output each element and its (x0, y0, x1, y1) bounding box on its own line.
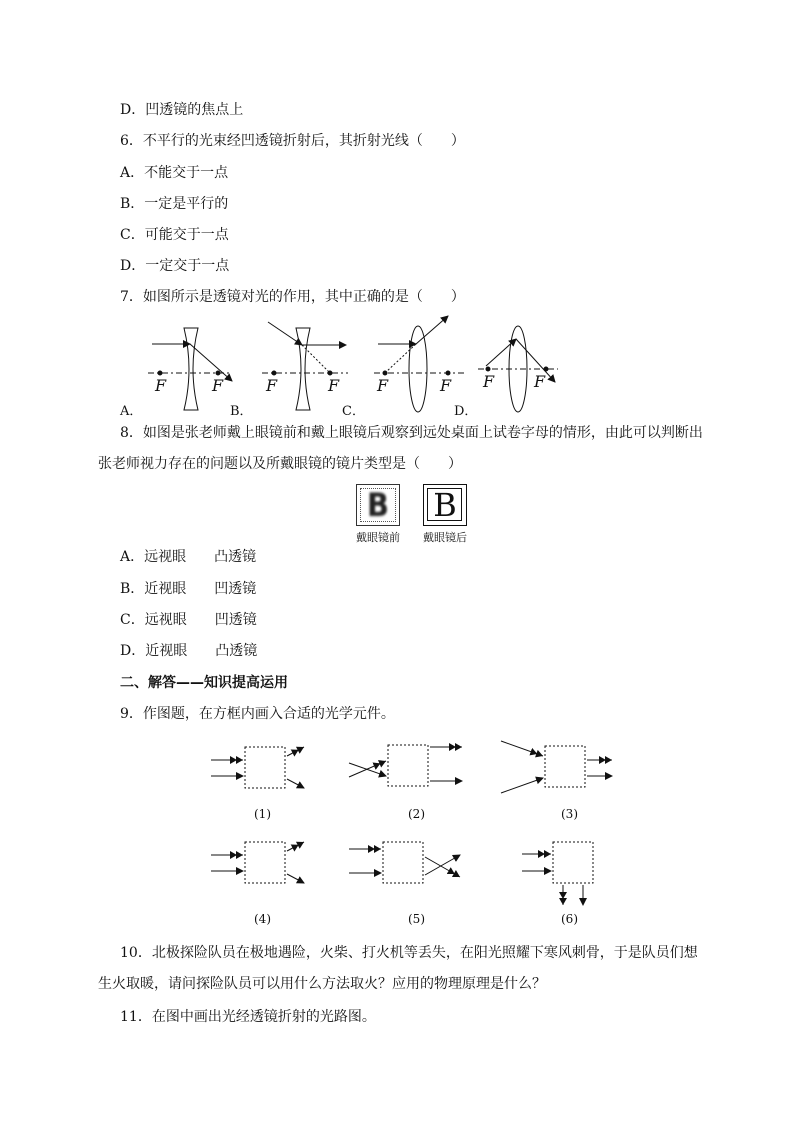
focal-label: F (440, 376, 452, 395)
q9-box-5 (349, 842, 460, 883)
q7-label-c: C． (342, 404, 365, 419)
q6-stem: 6．不平行的光束经凹透镜折射后，其折射光线（ ） (120, 133, 465, 149)
q9-label-3: (3) (561, 807, 578, 821)
q8-option-a: A．远视眼 凸透镜 (120, 549, 257, 565)
q9-box-6 (522, 842, 593, 905)
q6-option-b: B．一定是平行的 (120, 196, 229, 212)
q10-block (98, 938, 708, 1000)
blurred-letter: B (367, 486, 389, 524)
q8-stem: 8．如图是张老师戴上眼镜前和戴上眼镜后观察到远处桌面上试卷字母的情形，由此可以判断出张老师视力存在的问题以及所戴眼镜的镜片类型是（ ） (98, 425, 703, 472)
q7-label-a: A． (120, 404, 143, 419)
q9-box-4 (211, 842, 304, 883)
q9-label-1: (1) (254, 807, 271, 821)
q6-option-c: C．可能交于一点 (120, 227, 229, 243)
q6-option-a: A．不能交于一点 (120, 165, 229, 181)
q11-text: 11．在图中画出光经透镜折射的光路图。 (120, 1009, 376, 1025)
focal-label: F (328, 376, 340, 395)
focal-label: F (212, 376, 224, 395)
q8-option-d: D．近视眼 凸透镜 (120, 643, 258, 659)
caption-after: 戴眼镜后 (423, 531, 467, 544)
q6-option-d: D．一定交于一点 (120, 258, 230, 274)
q7-label-d: D． (454, 404, 478, 419)
q10-text: 10．北极探险队员在极地遇险，火柴、打火机等丢失，在阳光照耀下寒风刺骨，于是队员们想生火取暖，请问探险队员可以用什么方法取火？应用的物理原理是什么？ (98, 945, 698, 992)
q9-box-1 (211, 747, 304, 788)
q9-label-2: (2) (408, 807, 425, 821)
q9-label-5: (5) (408, 912, 425, 926)
q7-label-b: B． (230, 404, 253, 419)
section2-heading: 二、解答——知识提高运用 (120, 675, 288, 691)
focal-label: F (266, 376, 278, 395)
q5-option-d: D．凹透镜的焦点上 (120, 102, 244, 118)
q7-stem: 7．如图所示是透镜对光的作用，其中正确的是（ ） (120, 289, 465, 305)
focal-label: F (377, 376, 389, 395)
q9-stem: 9．作图题，在方框内画入合适的光学元件。 (120, 706, 395, 722)
sharp-letter: B (433, 486, 457, 524)
focal-label: F (155, 376, 167, 395)
focal-label: F (483, 372, 495, 391)
q8-option-b: B．近视眼 凹透镜 (120, 581, 257, 597)
q9-label-4: (4) (254, 912, 271, 926)
q9-label-6: (6) (561, 912, 578, 926)
q9-box-2 (349, 745, 462, 786)
caption-before: 戴眼镜前 (356, 531, 400, 544)
focal-label: F (534, 372, 546, 391)
q8-option-c: C．远视眼 凹透镜 (120, 612, 257, 628)
q9-box-3 (501, 741, 612, 793)
